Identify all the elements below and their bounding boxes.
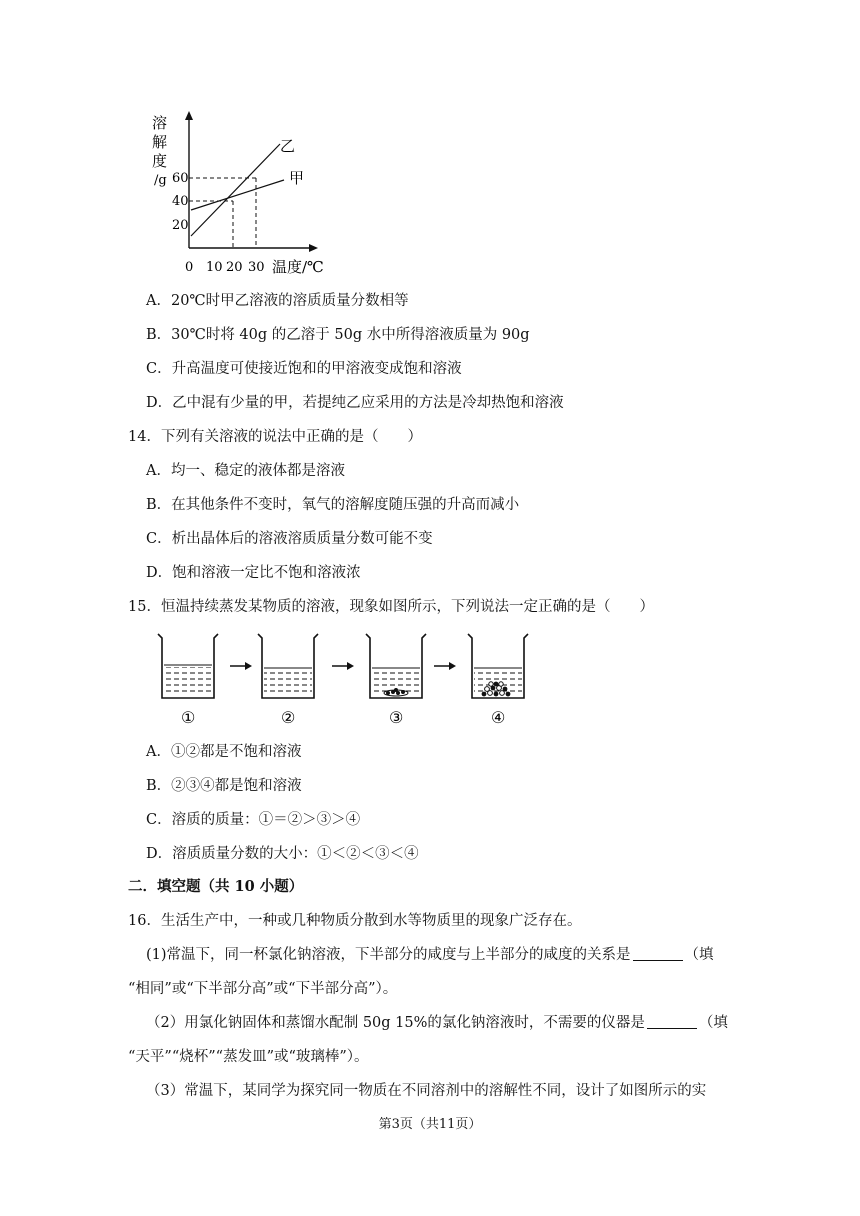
q16-stem: 16．生活生产中，一种或几种物质分散到水等物质里的现象广泛存在。 xyxy=(128,913,582,929)
q16-part1-line1 xyxy=(146,945,714,965)
x-tick-0: 0 xyxy=(185,260,194,275)
q16-part1-tail: （填 xyxy=(684,947,714,963)
y-axis-arrow xyxy=(185,111,193,120)
y-label-4: /g xyxy=(154,173,167,188)
section-heading: 二．填空题（共 10 小题） xyxy=(128,878,304,895)
q15-option-a: A．①②都是不饱和溶液 xyxy=(146,744,302,760)
arrow-3 xyxy=(434,662,456,670)
arrow-2 xyxy=(332,662,354,670)
page-footer: 第3页（共11页） xyxy=(378,1117,482,1132)
x-tick-10: 10 xyxy=(206,260,223,275)
q16-part1-text: (1)常温下，同一杯氯化钠溶液，下半部分的咸度与上半部分的咸度的关系是 xyxy=(146,947,631,963)
q15-option-d: D．溶质质量分数的大小：①＜②＜③＜④ xyxy=(146,846,419,862)
q16-part3-line1: （3）常温下，某同学为探究同一物质在不同溶剂中的溶解性不同，设计了如图所示的实 xyxy=(146,1083,707,1099)
solubility-graph xyxy=(140,108,340,278)
q16-part2-tail: （填 xyxy=(698,1015,728,1031)
answer-blank-1[interactable] xyxy=(633,946,683,961)
q16-part1-line2: “相同”或“下半部分高”或“下半部分高”）。 xyxy=(128,981,398,997)
q13-option-d: D．乙中混有少量的甲，若提纯乙应采用的方法是冷却热饱和溶液 xyxy=(146,395,564,411)
y-tick-40: 40 xyxy=(172,194,189,209)
series-yi-label: 乙 xyxy=(280,137,296,155)
x-axis-label: 温度/℃ xyxy=(272,258,324,276)
beaker-3 xyxy=(366,634,426,698)
answer-blank-2[interactable] xyxy=(647,1014,697,1029)
q14-option-c: C．析出晶体后的溶液溶质质量分数可能不变 xyxy=(146,531,433,547)
q13-option-a: A．20℃时甲乙溶液的溶质质量分数相等 xyxy=(146,293,409,309)
y-tick-20: 20 xyxy=(172,218,189,233)
curve-yi xyxy=(191,144,280,236)
q14-option-b: B．在其他条件不变时，氧气的溶解度随压强的升高而减小 xyxy=(146,497,520,513)
y-label-3: 度 xyxy=(152,152,168,170)
q14-stem: 14．下列有关溶液的说法中正确的是（ ） xyxy=(128,429,422,445)
y-label-2: 解 xyxy=(152,133,168,151)
curve-jia xyxy=(191,180,284,210)
arrow-1 xyxy=(230,662,252,670)
q16-part2-line1 xyxy=(146,1013,728,1033)
q13-option-c: C．升高温度可使接近饱和的甲溶液变成饱和溶液 xyxy=(146,361,462,377)
beaker-4 xyxy=(468,634,528,698)
q15-stem: 15．恒温持续蒸发某物质的溶液，现象如图所示，下列说法一定正确的是（ ） xyxy=(128,599,654,615)
x-tick-20: 20 xyxy=(226,260,243,275)
beaker-label-3: ③ xyxy=(389,708,404,727)
y-label-1: 溶 xyxy=(152,114,168,132)
q16-part2-line2: “天平”“烧杯”“蒸发皿”或“玻璃棒”）。 xyxy=(128,1049,369,1065)
q14-option-a: A．均一、稳定的液体都是溶液 xyxy=(146,463,345,479)
beaker-label-1: ① xyxy=(181,708,196,727)
evaporation-beakers-figure xyxy=(150,628,540,730)
q15-option-c: C．溶质的质量：①＝②＞③＞④ xyxy=(146,812,361,828)
beaker-2 xyxy=(258,634,318,698)
q15-option-b: B．②③④都是饱和溶液 xyxy=(146,778,302,794)
q13-option-b: B．30℃时将 40g 的乙溶于 50g 水中所得溶液质量为 90g xyxy=(146,327,530,343)
beaker-1 xyxy=(158,634,218,698)
x-axis-arrow xyxy=(309,244,318,252)
q14-option-d: D．饱和溶液一定比不饱和溶液浓 xyxy=(146,565,361,581)
q16-part2-text: （2）用氯化钠固体和蒸馏水配制 50g 15%的氯化钠溶液时，不需要的仪器是 xyxy=(146,1015,645,1031)
beaker-label-2: ② xyxy=(281,708,296,727)
x-tick-30: 30 xyxy=(248,260,265,275)
series-jia-label: 甲 xyxy=(289,169,305,187)
beaker-label-4: ④ xyxy=(491,708,506,727)
y-tick-60: 60 xyxy=(172,171,189,186)
